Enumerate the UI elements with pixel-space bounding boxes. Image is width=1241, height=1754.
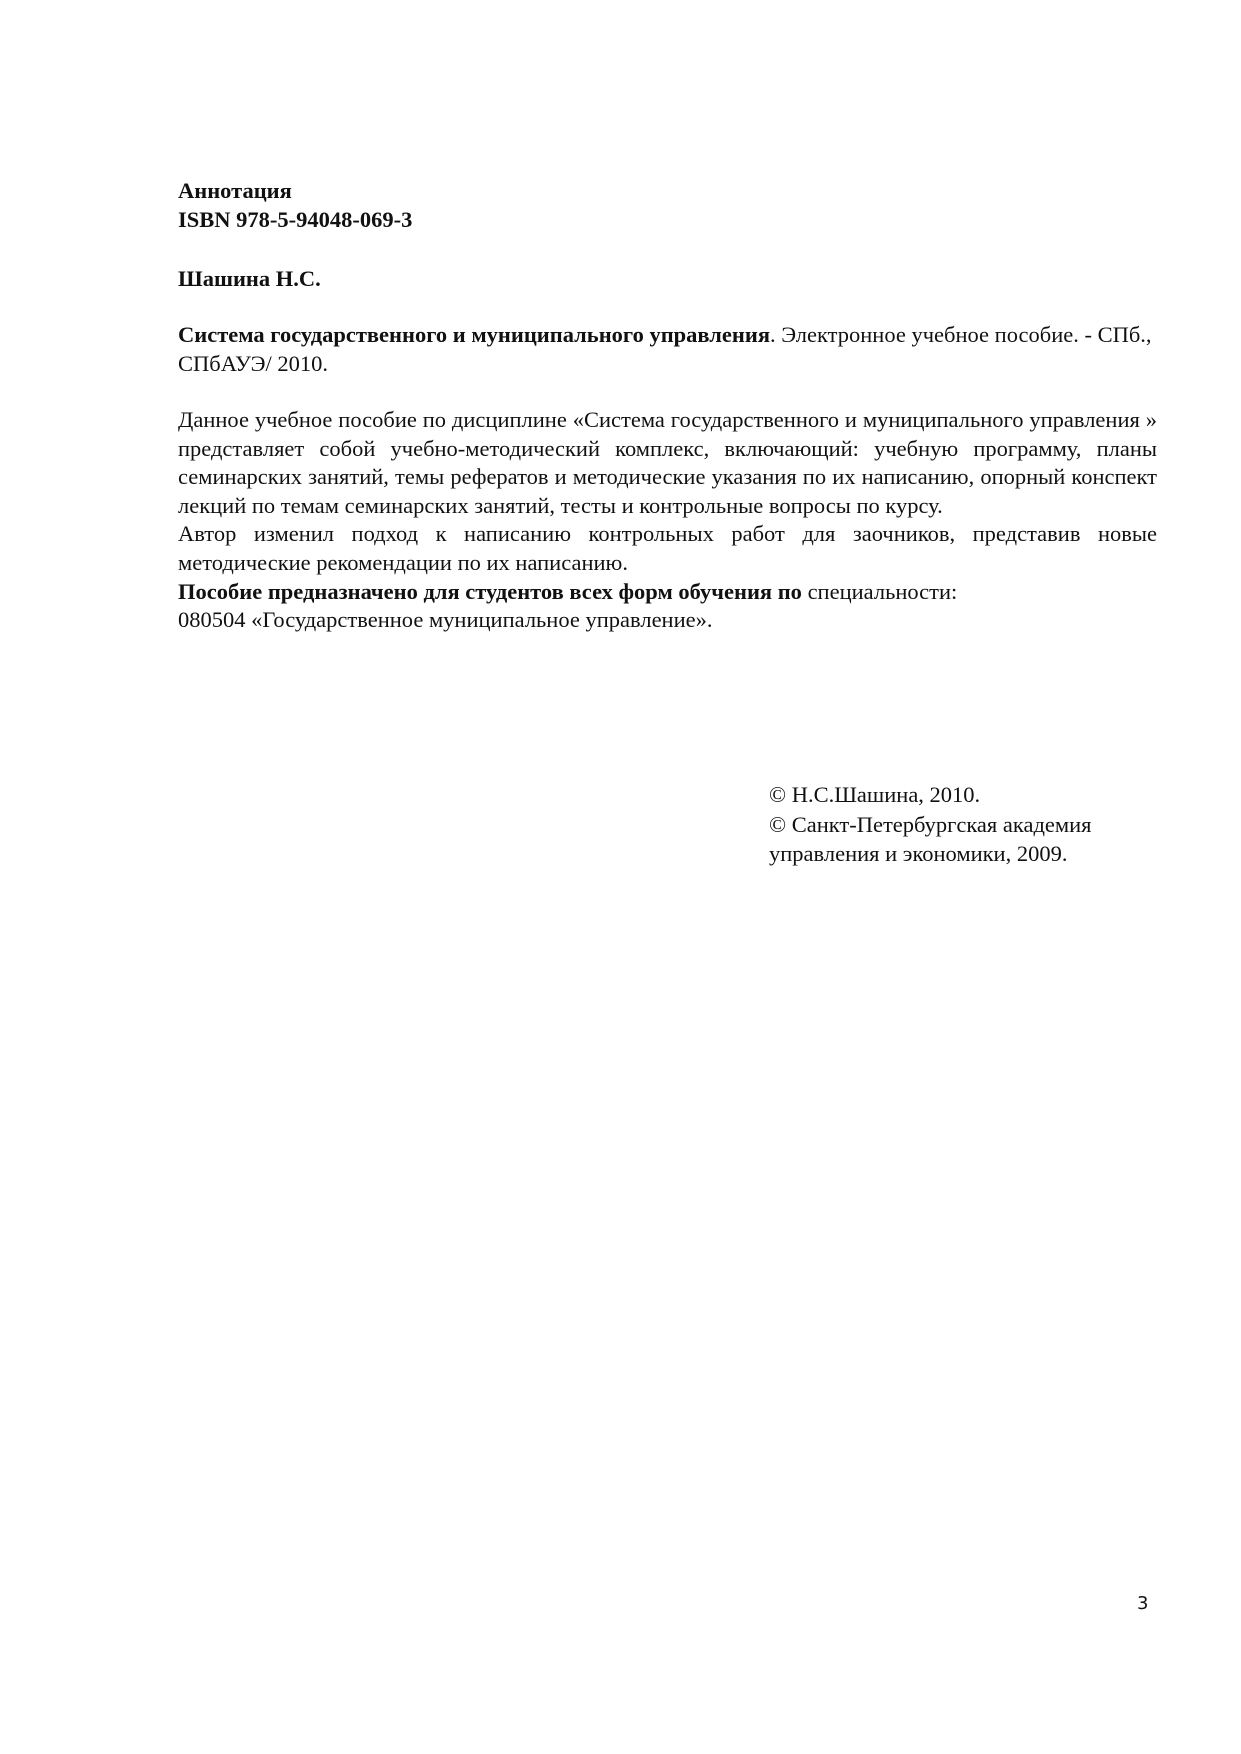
description-paragraph-1: Данное учебное пособие по дисциплине «Система государственного и муниципального управления » представляет собой учебно-методический комплекс, включающий: учебную программу, планы семинарских занятий, темы рефератов и методические указания по их написанию, опорный конспект лекций по темам семинарских занятий, тесты и контрольные вопросы по курсу.: [178, 407, 1157, 518]
copyright-line-3: управления и экономики, 2009.: [769, 841, 1068, 866]
audience-line: [178, 578, 1157, 607]
description-paragraph-2: Автор изменил подход к написанию контрольных работ для заочников, представив новые методические рекомендации по их написанию.: [178, 521, 1157, 575]
specialty-line: 080504 «Государственное муниципальное управление».: [178, 607, 713, 633]
copyright-line-2: © Санкт-Петербургская академия: [769, 811, 1092, 837]
copyright-line-1: © Н.С.Шашина, 2010.: [769, 782, 981, 807]
author-name: Шашина Н.С.: [178, 266, 321, 291]
publication-title: Система государственного и муниципального управления: [178, 322, 770, 347]
copyright-block: [769, 780, 1092, 869]
annotation-heading: Аннотация: [178, 178, 292, 203]
publication-details: . Электронное учебное пособие. - СПб., СПбАУЭ/ 2010.: [178, 322, 1152, 376]
audience-bold-text: Пособие предназначено для студентов всех форм обучения по: [178, 578, 802, 604]
audience-rest-text: специальности:: [801, 578, 958, 604]
isbn-line: ISBN 978-5-94048-069-3: [178, 207, 413, 232]
page-number: 3: [1137, 1593, 1149, 1614]
description: [178, 406, 1157, 635]
publication-info: [178, 320, 1158, 378]
